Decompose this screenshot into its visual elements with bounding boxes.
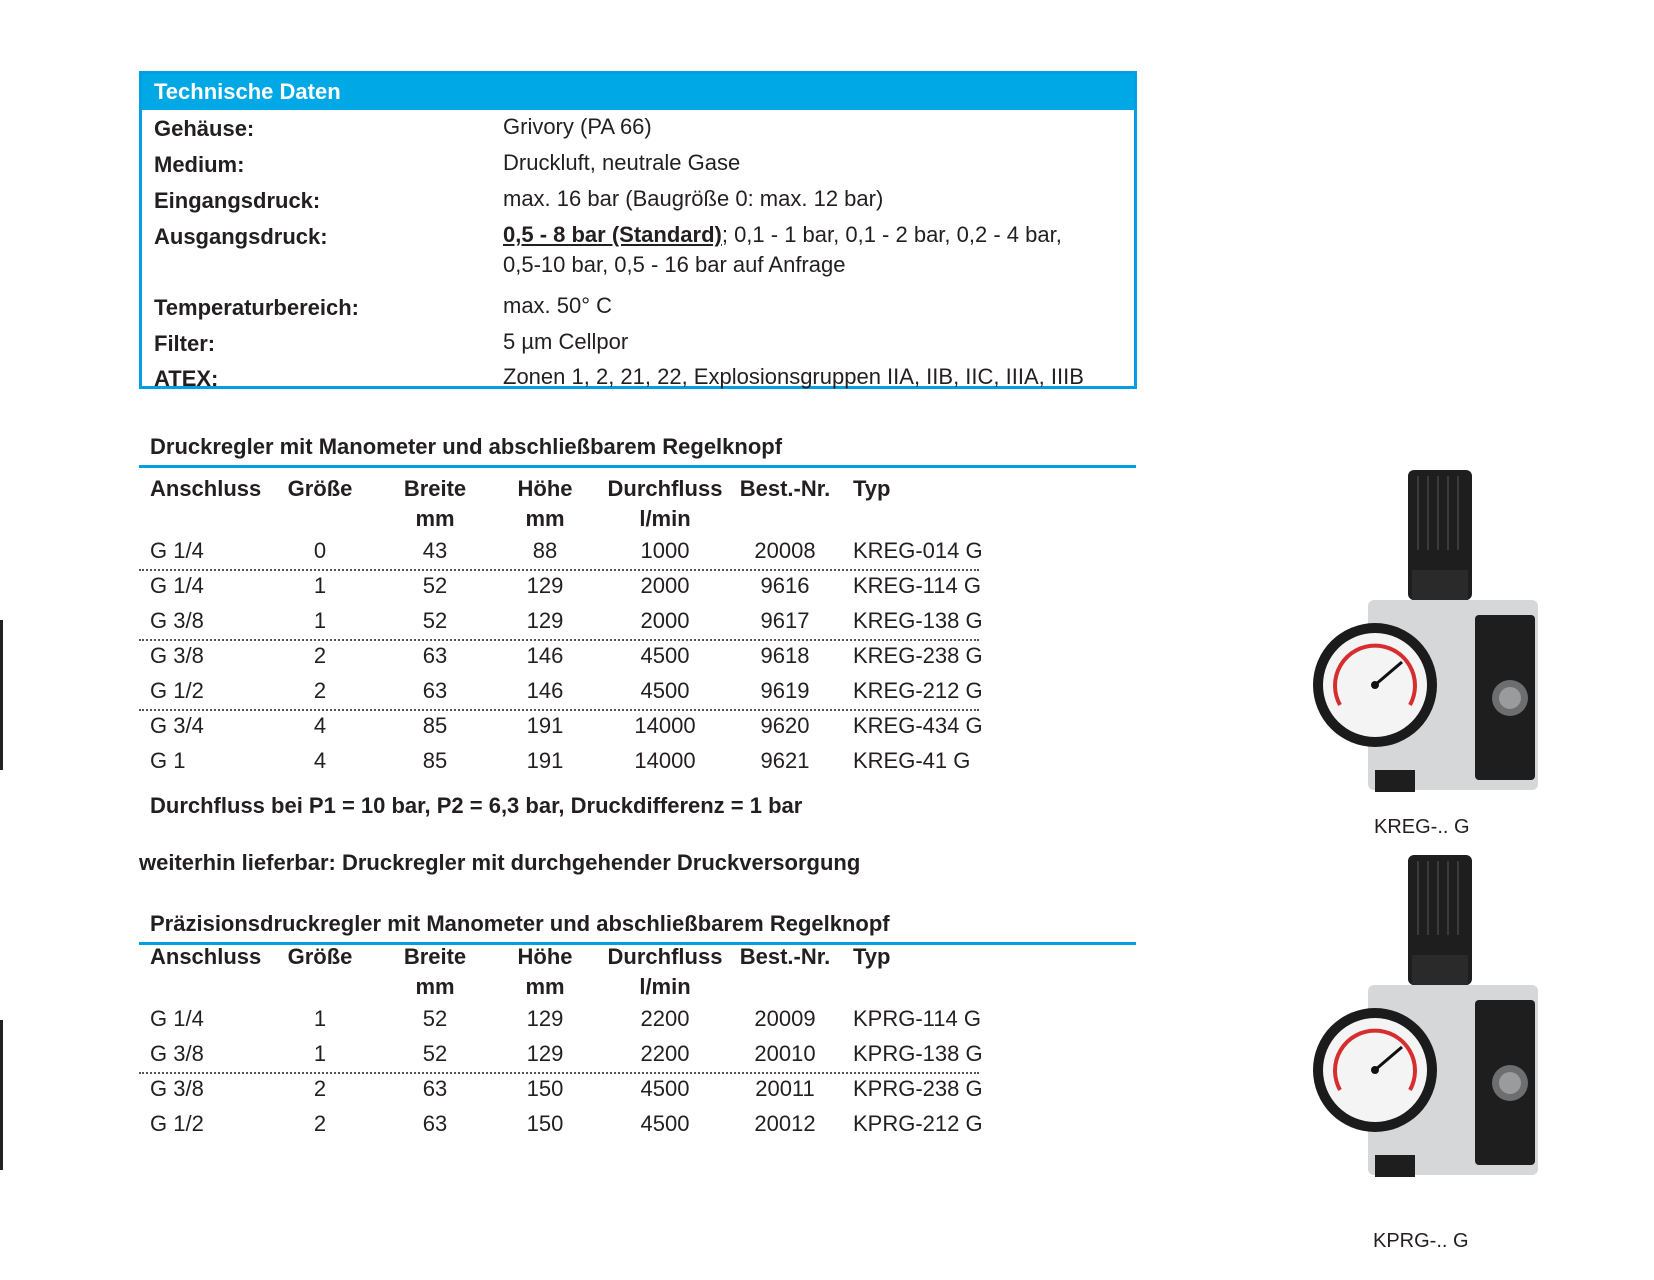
col-header-breite [390,942,480,1002]
col-header-hoehe [500,474,590,534]
col-header-breite [390,474,480,534]
cell-breite: 52 [422,608,448,633]
cell-breite: 63 [422,678,448,703]
cell-hoehe: 146 [526,678,564,703]
col-header-groesse [280,474,360,504]
cell-typ: KREG-014 G [853,538,983,563]
cell-hoehe: 191 [526,713,564,738]
cell-groesse: 1 [313,608,327,633]
cell-bestnr: 9620 [760,713,810,738]
cell-anschluss: G 1 [150,748,186,773]
col-header-label: Größe [287,476,353,501]
kreg-caption: KREG-.. G [1374,816,1470,838]
cell-typ: KPRG-238 G [853,1076,983,1101]
cell-hoehe: 146 [526,643,564,668]
col-header-bestnr [730,474,840,504]
cell-typ: KREG-138 G [853,608,983,633]
tech-label: Filter: [154,331,216,356]
cell-bestnr: 20011 [755,1076,815,1101]
cell-durchfluss: 14000 [634,713,696,738]
cell-hoehe: 150 [526,1076,564,1101]
cell-anschluss: G 3/8 [150,643,204,668]
cell-typ: KREG-212 G [853,678,983,703]
cell-durchfluss: 2000 [640,608,690,633]
tech-data-title: Technische Daten [142,74,1134,110]
page-edge-mark [0,620,3,770]
cell-typ: KPRG-212 G [853,1111,983,1136]
cell-hoehe: 88 [532,538,558,563]
cell-anschluss: G 1/2 [150,678,204,703]
cell-bestnr: 20010 [754,1041,816,1066]
section-title-kreg: Druckregler mit Manometer und abschließbarem Regelknopf [150,434,783,459]
cell-durchfluss: 1000 [640,538,690,563]
cell-hoehe: 129 [526,1041,564,1066]
cell-durchfluss: 2200 [640,1041,690,1066]
col-header-label: Anschluss [150,476,262,501]
cell-groesse: 2 [313,643,327,668]
cell-breite: 85 [422,713,448,738]
cell-durchfluss: 14000 [634,748,696,773]
cell-durchfluss: 2000 [640,573,690,598]
cell-typ: KREG-238 G [853,643,983,668]
cell-groesse: 4 [313,713,327,738]
cell-anschluss: G 3/4 [150,713,204,738]
tech-label: ATEX: [154,366,219,391]
cell-breite: 52 [422,1006,448,1031]
cell-breite: 63 [422,1111,448,1136]
tech-label: Gehäuse: [154,116,255,141]
cell-groesse: 2 [313,1076,327,1101]
cell-anschluss: G 3/8 [150,608,204,633]
cell-bestnr: 9618 [760,643,810,668]
col-header-label: Typ [853,944,891,969]
row-separator [139,569,979,571]
cell-groesse: 1 [313,1006,327,1031]
col-header-unit: mm [525,506,565,531]
tech-value: max. 16 bar (Baugröße 0: max. 12 bar) [503,186,884,211]
cell-bestnr: 20009 [754,1006,816,1031]
cell-anschluss: G 1/4 [150,1006,204,1031]
tech-label: Medium: [154,152,245,177]
cell-hoehe: 129 [526,573,564,598]
col-header-unit: mm [415,974,455,999]
other-ranges: ; 0,1 - 1 bar, 0,1 - 2 bar, 0,2 - 4 bar, [721,222,1062,247]
col-header-durchfluss [600,942,730,1002]
cell-typ: KPRG-138 G [853,1041,983,1066]
cell-bestnr: 9619 [760,678,810,703]
cell-hoehe: 150 [526,1111,564,1136]
cell-hoehe: 191 [526,748,564,773]
tech-label: Temperaturbereich: [154,295,359,320]
other-ranges-line2: 0,5-10 bar, 0,5 - 16 bar auf Anfrage [503,252,846,277]
col-header-anschluss [150,942,290,972]
col-header-hoehe [500,942,590,1002]
tech-value: Grivory (PA 66) [503,114,652,139]
cell-anschluss: G 3/8 [150,1041,204,1066]
cell-bestnr: 20012 [754,1111,816,1136]
cell-anschluss: G 1/2 [150,1111,204,1136]
tech-label: Eingangsdruck: [154,188,321,213]
cell-durchfluss: 2200 [640,1006,690,1031]
kprg-caption: KPRG-.. G [1373,1230,1469,1252]
tech-data-box [139,71,1137,389]
cell-typ: KREG-41 G [853,748,971,773]
cell-anschluss: G 3/8 [150,1076,204,1101]
cell-anschluss: G 1/4 [150,538,204,563]
col-header-unit: l/min [639,506,691,531]
kprg-product-image [1300,855,1560,1195]
section-rule [139,465,1136,468]
cell-bestnr: 9617 [760,608,810,633]
cell-bestnr: 20008 [754,538,816,563]
cell-groesse: 1 [313,1041,327,1066]
cell-typ: KREG-434 G [853,713,983,738]
col-header-typ [853,474,1013,504]
kreg-product-image [1300,470,1560,810]
row-separator [139,1072,979,1074]
tech-value: max. 50° C [503,293,613,318]
cell-typ: KPRG-114 G [853,1006,981,1031]
cell-groesse: 0 [313,538,327,563]
col-header-unit: mm [525,974,565,999]
cell-groesse: 4 [313,748,327,773]
cell-breite: 85 [422,748,448,773]
cell-durchfluss: 4500 [640,678,690,703]
cell-anschluss: G 1/4 [150,573,204,598]
tech-label: Ausgangsdruck: [154,224,328,249]
tech-value: Druckluft, neutrale Gase [503,150,741,175]
cell-hoehe: 129 [526,1006,564,1031]
col-header-label: Breite [403,476,467,501]
tech-value: Zonen 1, 2, 21, 22, Explosionsgruppen IIA, IIB, IIC, IIIA, IIIB [503,364,1084,389]
col-header-label: Durchfluss [607,944,723,969]
also-available-note: weiterhin lieferbar: Druckregler mit durchgehender Druckversorgung [139,850,861,875]
col-header-unit: l/min [639,974,691,999]
cell-breite: 63 [422,643,448,668]
col-header-bestnr [730,942,840,972]
row-separator [139,639,979,641]
cell-breite: 52 [422,1041,448,1066]
cell-groesse: 2 [313,678,327,703]
flow-note: Durchfluss bei P1 = 10 bar, P2 = 6,3 bar, Druckdifferenz = 1 bar [150,793,803,818]
cell-breite: 52 [422,573,448,598]
cell-bestnr: 9621 [760,748,810,773]
col-header-label: Höhe [517,944,573,969]
cell-durchfluss: 4500 [640,1111,690,1136]
col-header-unit: mm [415,506,455,531]
col-header-label: Anschluss [150,944,262,969]
cell-durchfluss: 4500 [640,643,690,668]
cell-typ: KREG-114 G [853,573,981,598]
tech-value [503,220,1123,280]
cell-durchfluss: 4500 [640,1076,690,1101]
col-header-groesse [280,942,360,972]
cell-groesse: 2 [313,1111,327,1136]
cell-bestnr: 9616 [760,573,810,598]
col-header-label: Breite [403,944,467,969]
tech-value: 5 µm Cellpor [503,329,629,354]
col-header-label: Typ [853,476,891,501]
col-header-label: Best.-Nr. [739,944,831,969]
cell-hoehe: 129 [526,608,564,633]
cell-breite: 43 [422,538,448,563]
col-header-label: Größe [287,944,353,969]
col-header-anschluss [150,474,290,504]
col-header-label: Höhe [517,476,573,501]
row-separator [139,709,979,711]
cell-breite: 63 [422,1076,448,1101]
standard-range: 0,5 - 8 bar (Standard) [503,222,722,247]
col-header-durchfluss [600,474,730,534]
col-header-label: Durchfluss [607,476,723,501]
page-edge-mark [0,1020,3,1170]
cell-groesse: 1 [313,573,327,598]
section-title-kprg: Präzisionsdruckregler mit Manometer und abschließbarem Regelknopf [150,911,890,936]
col-header-typ [853,942,1013,972]
col-header-label: Best.-Nr. [739,476,831,501]
